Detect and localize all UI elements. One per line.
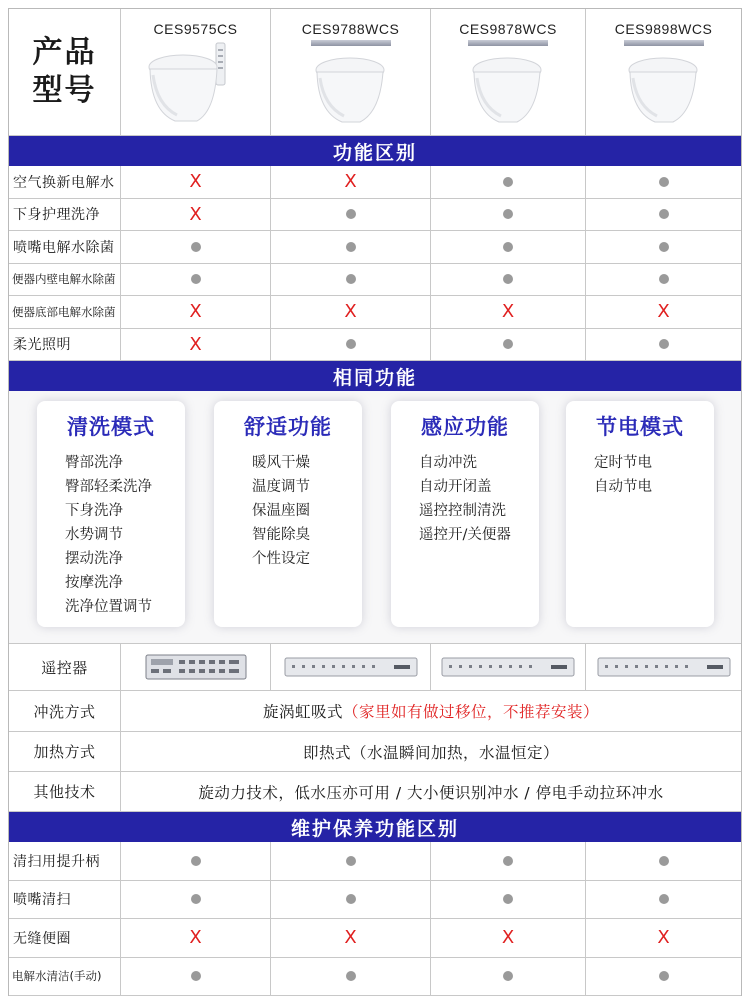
- cross-mark-icon: X: [501, 301, 515, 323]
- value-cell: [121, 264, 271, 296]
- toilet-icon: [306, 50, 396, 126]
- feature-card-comfort: [214, 401, 362, 627]
- dot-icon: [346, 894, 356, 904]
- cross-mark-icon: X: [189, 301, 202, 323]
- dot-icon: [659, 339, 669, 349]
- table-row: [9, 842, 741, 881]
- remote-cell: [271, 644, 431, 690]
- value-cell: [121, 329, 271, 361]
- remote-cell: [431, 644, 586, 690]
- cross-mark-icon: X: [189, 927, 202, 949]
- dot-icon: [503, 856, 513, 866]
- list-item: 摆动洗净: [65, 551, 123, 567]
- value-cell: [586, 166, 741, 198]
- cross-mark-icon: X: [657, 927, 670, 949]
- model-column-2: [271, 9, 431, 135]
- value-cell: [431, 296, 586, 328]
- row-value: 即热式（水温瞬间加热，水温恒定）: [302, 743, 559, 762]
- remote-cell: [586, 644, 741, 690]
- value-cell: [271, 842, 431, 880]
- dot-icon: [191, 856, 201, 866]
- product-model-title: 产品 型号: [9, 9, 121, 135]
- info-row-heating: [9, 732, 741, 772]
- model-name: CES9575CS: [153, 21, 238, 37]
- section-heading-maintenance: 维护保养功能区别: [9, 812, 741, 842]
- value-cell: [431, 264, 586, 296]
- value-cell: [121, 881, 271, 919]
- value-cell: [271, 166, 431, 198]
- dot-icon: [503, 894, 513, 904]
- list-item: 下身洗净: [65, 503, 123, 519]
- dot-icon: [346, 209, 356, 219]
- row-label: 便器内壁电解水除菌: [9, 264, 121, 296]
- table-row: [9, 166, 741, 199]
- value-cell: [121, 919, 271, 957]
- value-cell: [121, 296, 271, 328]
- list-item: 智能除臭: [252, 527, 310, 543]
- dot-icon: [503, 177, 513, 187]
- value-cell: [431, 881, 586, 919]
- remote-control-icon: [441, 657, 575, 677]
- list-item: 暖风干燥: [252, 455, 310, 471]
- dot-icon: [659, 971, 669, 981]
- value-cell: [431, 231, 586, 263]
- cross-mark-icon: X: [344, 927, 357, 949]
- value-cell: [271, 296, 431, 328]
- list-item: 保温座圈: [252, 503, 310, 519]
- cross-mark-icon: X: [189, 333, 202, 355]
- value-cell: [586, 296, 741, 328]
- model-name: CES9788WCS: [301, 21, 400, 37]
- value-cell: [431, 166, 586, 198]
- value-cell: [121, 842, 271, 880]
- cross-mark-icon: X: [189, 203, 202, 225]
- list-item: 自动节电: [594, 479, 652, 495]
- list-item: 温度调节: [252, 479, 310, 495]
- card-list: [214, 451, 362, 571]
- cross-mark-icon: X: [657, 301, 670, 323]
- card-list: [37, 451, 185, 619]
- dot-icon: [659, 274, 669, 284]
- value-cell: [586, 231, 741, 263]
- toilet-with-side-panel-icon: [141, 41, 251, 127]
- comparison-table: [8, 8, 742, 996]
- dot-icon: [503, 209, 513, 219]
- row-label: 无缝便圈: [9, 919, 121, 957]
- value-cell: [271, 881, 431, 919]
- row-label: 空气换新电解水: [9, 166, 121, 198]
- dot-icon: [191, 274, 201, 284]
- dot-icon: [346, 971, 356, 981]
- value-cell: [586, 199, 741, 231]
- feature-card-cleaning: [37, 401, 185, 627]
- list-item: 按摩洗净: [65, 575, 123, 591]
- value-cell: [431, 842, 586, 880]
- dot-icon: [503, 339, 513, 349]
- list-item: 洗净位置调节: [65, 599, 152, 615]
- dot-icon: [346, 242, 356, 252]
- toilet-icon: [463, 50, 553, 126]
- dot-icon: [346, 856, 356, 866]
- value-cell: [271, 199, 431, 231]
- feature-card-sensor: [391, 401, 539, 627]
- dot-icon: [503, 274, 513, 284]
- cross-mark-icon: X: [344, 171, 357, 193]
- row-label: 柔光照明: [9, 329, 121, 361]
- dot-icon: [659, 894, 669, 904]
- value-cell: [431, 199, 586, 231]
- list-item: 臀部洗净: [65, 455, 123, 471]
- value-cell: [121, 166, 271, 198]
- card-title: 节电模式: [596, 415, 684, 439]
- row-label: 喷嘴电解水除菌: [9, 231, 121, 263]
- value-cell: [121, 958, 271, 996]
- table-row: [9, 264, 741, 297]
- list-item: 水势调节: [65, 527, 123, 543]
- cross-mark-icon: X: [344, 301, 357, 323]
- model-name: CES9878WCS: [459, 21, 557, 37]
- card-list: [566, 451, 714, 499]
- table-row: [9, 296, 741, 329]
- dot-icon: [346, 339, 356, 349]
- row-label: 下身护理洗净: [9, 199, 121, 231]
- value-cell: [271, 919, 431, 957]
- value-cell: [121, 231, 271, 263]
- value-cell: [586, 958, 741, 996]
- list-item: 自动冲洗: [419, 455, 477, 471]
- remote-strip-icon: [311, 40, 391, 46]
- row-label: 清扫用提升柄: [9, 842, 121, 880]
- table-row: [9, 199, 741, 232]
- common-features-panel: [9, 391, 741, 644]
- value-cell: [586, 329, 741, 361]
- dot-icon: [503, 971, 513, 981]
- value-cell: [271, 329, 431, 361]
- model-header-row: [9, 9, 741, 136]
- table-row: [9, 231, 741, 264]
- dot-icon: [659, 177, 669, 187]
- dot-icon: [346, 274, 356, 284]
- row-label: 遥控器: [9, 644, 121, 690]
- info-row-other-tech: [9, 772, 741, 812]
- dot-icon: [659, 242, 669, 252]
- toilet-icon: [619, 50, 709, 126]
- feature-card-power-saving: [566, 401, 714, 627]
- model-name: CES9898WCS: [614, 21, 713, 37]
- remote-strip-icon: [468, 40, 548, 46]
- row-label: 冲洗方式: [9, 691, 121, 731]
- table-row: [9, 881, 741, 920]
- remote-control-icon: [145, 654, 247, 680]
- value-cell: [586, 842, 741, 880]
- list-item: 个性设定: [252, 551, 310, 567]
- table-row: [9, 919, 741, 958]
- row-label: 便器底部电解水除菌: [9, 296, 121, 328]
- remote-cell: [121, 644, 271, 690]
- cross-mark-icon: X: [189, 171, 202, 193]
- value-cell: [271, 264, 431, 296]
- model-column-3: [431, 9, 586, 135]
- dot-icon: [659, 856, 669, 866]
- card-title: 清洗模式: [67, 415, 155, 439]
- card-title: 感应功能: [421, 415, 509, 439]
- dot-icon: [659, 209, 669, 219]
- row-label: 其他技术: [9, 772, 121, 811]
- remote-control-icon: [597, 657, 731, 677]
- value-cell: [431, 919, 586, 957]
- warning-note: （家里如有做过移位，不推荐安装）: [343, 703, 600, 721]
- table-row: [9, 958, 741, 997]
- remote-control-icon: [284, 657, 418, 677]
- dot-icon: [503, 242, 513, 252]
- row-value: 旋动力技术，低水压亦可用 / 大小便识别冲水 / 停电手动拉环冲水: [198, 783, 664, 802]
- cross-mark-icon: X: [501, 927, 515, 949]
- value-cell: [586, 264, 741, 296]
- list-item: 遥控开/关便器: [419, 527, 511, 543]
- value-cell: [586, 919, 741, 957]
- row-value: 旋涡虹吸式 （家里如有做过移位，不推荐安装）: [121, 691, 741, 731]
- remote-row: [9, 644, 741, 691]
- list-item: 臀部轻柔洗净: [65, 479, 152, 495]
- value-cell: [121, 199, 271, 231]
- card-title: 舒适功能: [244, 415, 332, 439]
- value-cell: [271, 958, 431, 996]
- section-heading-common: 相同功能: [9, 361, 741, 391]
- list-item: 遥控控制清洗: [419, 503, 506, 519]
- model-column-1: [121, 9, 271, 135]
- value-cell: [431, 329, 586, 361]
- dot-icon: [191, 971, 201, 981]
- row-label: 电解水清洁(手动): [9, 958, 121, 996]
- model-column-4: [586, 9, 741, 135]
- value-cell: [431, 958, 586, 996]
- value-cell: [586, 881, 741, 919]
- info-row-flush: [9, 691, 741, 732]
- table-row: [9, 329, 741, 362]
- remote-strip-icon: [624, 40, 704, 46]
- row-label: 喷嘴清扫: [9, 881, 121, 919]
- list-item: 自动开闭盖: [419, 479, 492, 495]
- dot-icon: [191, 242, 201, 252]
- dot-icon: [191, 894, 201, 904]
- section-heading-diff: 功能区别: [9, 136, 741, 166]
- list-item: 定时节电: [594, 455, 652, 471]
- row-label: 加热方式: [9, 732, 121, 771]
- value-cell: [271, 231, 431, 263]
- card-list: [391, 451, 539, 547]
